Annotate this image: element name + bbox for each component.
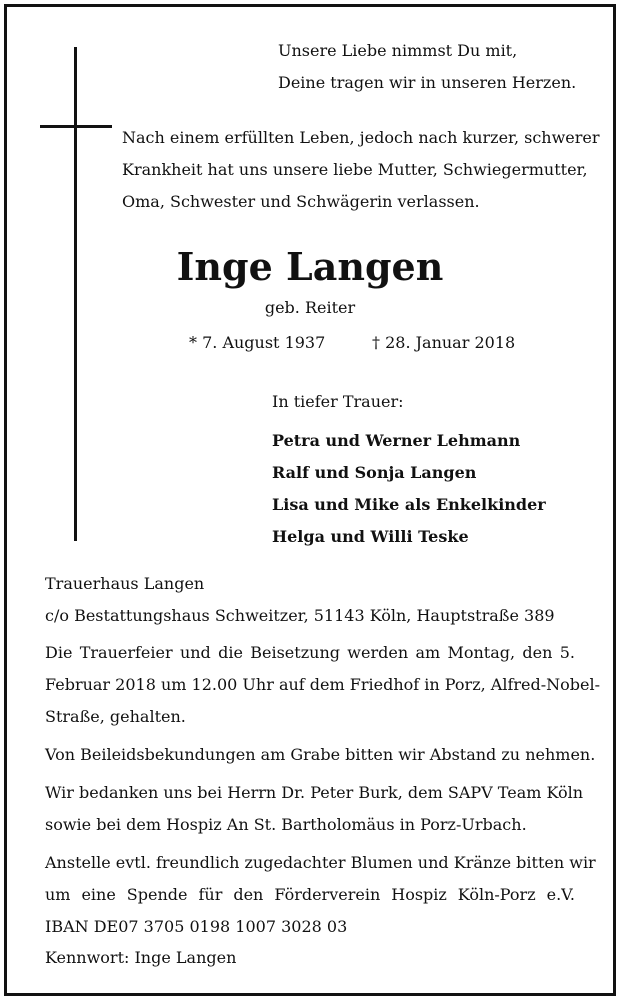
address-line-2: c/o Bestattungshaus Schweitzer, 51143 Köln, Hauptstraße 389 (45, 606, 555, 625)
thanks-line-2: sowie bei dem Hospiz An St. Bartholomäus in Porz-Urbach. (45, 815, 527, 834)
birth-date: * 7. August 1937 (189, 333, 326, 352)
mourners-heading: In tiefer Trauer: (272, 392, 404, 411)
cross-horizontal-bar (40, 125, 112, 128)
funeral-line-3: Straße, gehalten. (45, 707, 186, 726)
donation-keyword: Kennwort: Inge Langen (45, 948, 237, 967)
maiden-name: geb. Reiter (264, 298, 356, 317)
funeral-line-2: Februar 2018 um 12.00 Uhr auf dem Friedhof in Porz, Alfred-Nobel- (45, 675, 601, 694)
funeral-line-1: Die Trauerfeier und die Beisetzung werden am Montag, den 5. (45, 643, 575, 662)
donation-line-2: um eine Spende für den Förderverein Hospiz Köln-Porz e.V. (45, 885, 575, 904)
mourner-name: Petra und Werner Lehmann (272, 431, 521, 450)
deceased-name: Inge Langen (176, 244, 444, 289)
mourner-name: Helga und Willi Teske (272, 527, 469, 546)
mourner-name: Ralf und Sonja Langen (272, 463, 477, 482)
donation-line-1: Anstelle evtl. freundlich zugedachter Blumen und Kränze bitten wir (45, 853, 596, 872)
donation-iban: IBAN DE07 3705 0198 1007 3028 03 (45, 917, 348, 936)
intro-line-1: Nach einem erfüllten Leben, jedoch nach kurzer, schwerer (122, 128, 600, 147)
cross-vertical-bar (74, 47, 77, 541)
address-line-1: Trauerhaus Langen (45, 574, 205, 593)
obituary-card (4, 4, 616, 996)
verse-line-2: Deine tragen wir in unseren Herzen. (278, 73, 577, 92)
death-date: † 28. Januar 2018 (372, 333, 516, 352)
verse-line-1: Unsere Liebe nimmst Du mit, (278, 41, 518, 60)
thanks-line-1: Wir bedanken uns bei Herrn Dr. Peter Burk, dem SAPV Team Köln (45, 783, 584, 802)
condolence-note: Von Beileidsbekundungen am Grabe bitten wir Abstand zu nehmen. (45, 745, 596, 764)
intro-line-3: Oma, Schwester und Schwägerin verlassen. (122, 192, 480, 211)
intro-line-2: Krankheit hat uns unsere liebe Mutter, Schwiegermutter, (122, 160, 588, 179)
mourner-name: Lisa und Mike als Enkelkinder (272, 495, 546, 514)
